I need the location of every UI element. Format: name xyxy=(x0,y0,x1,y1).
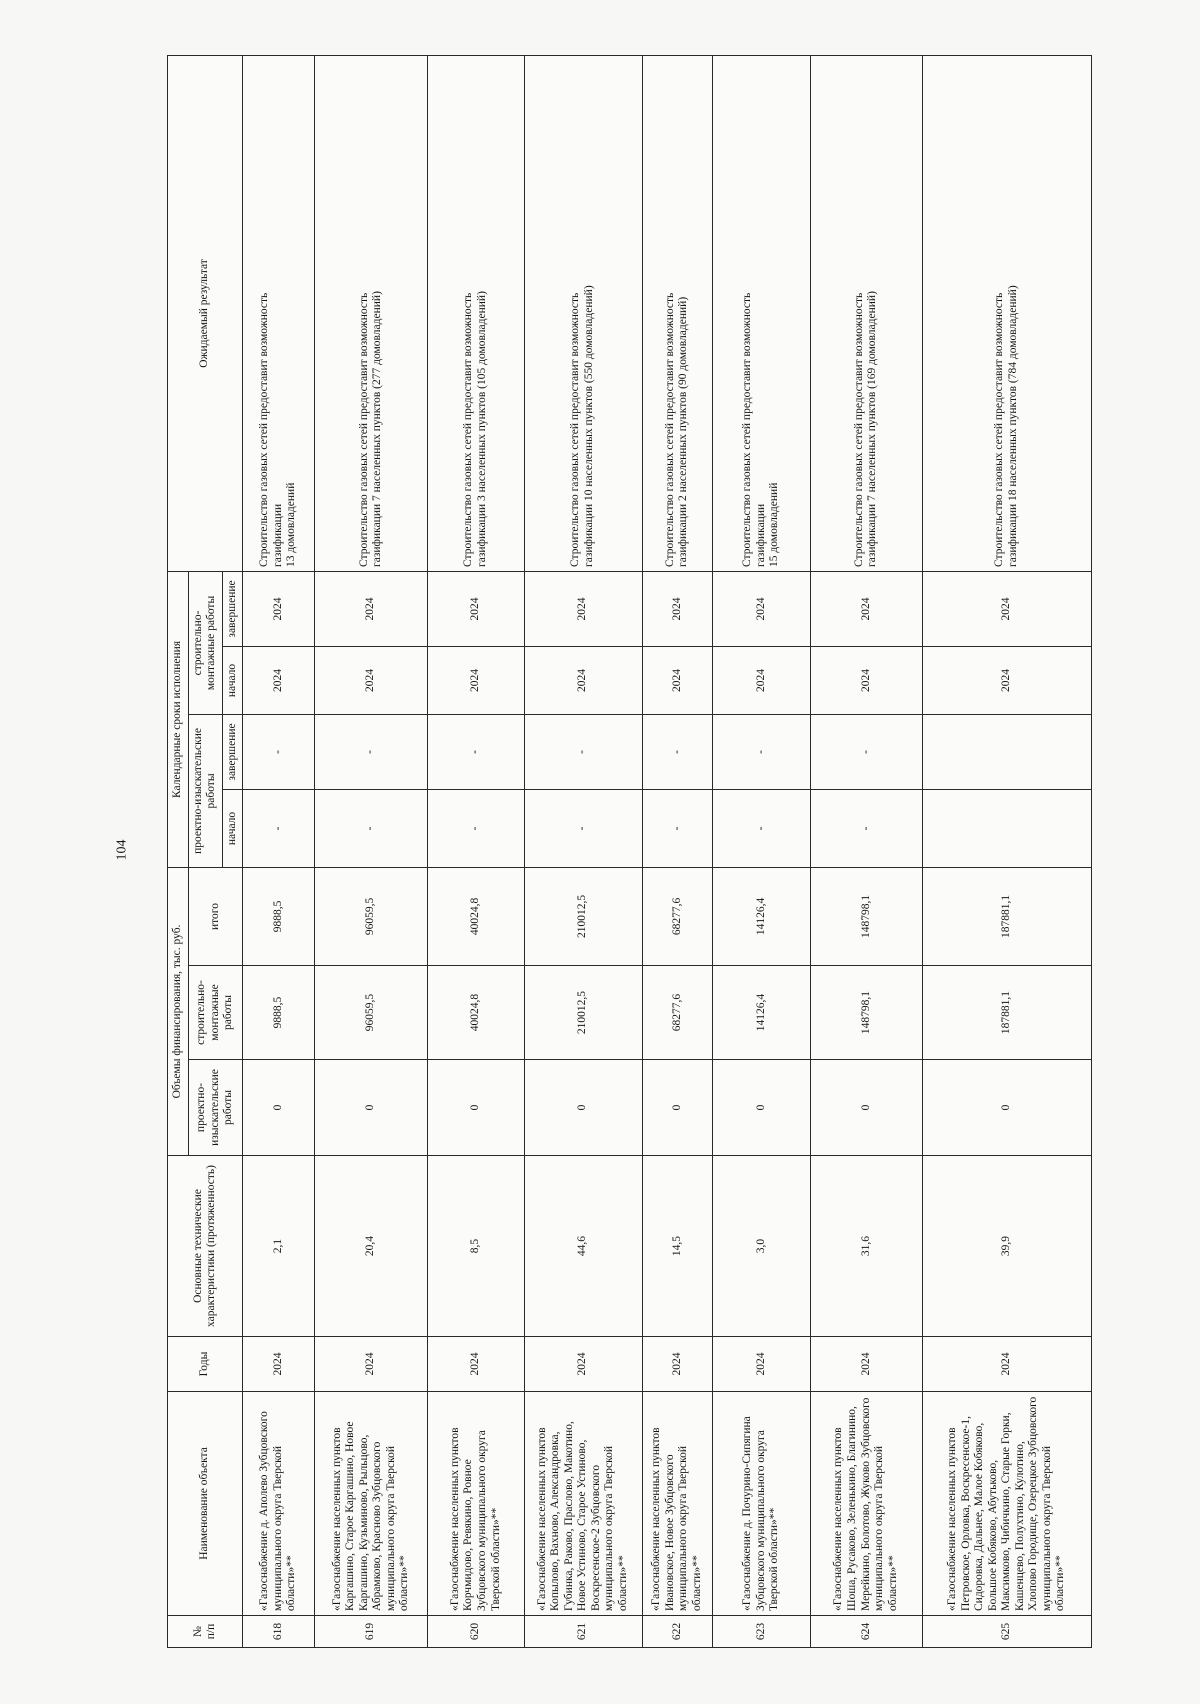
row-fin-build: 68277,6 xyxy=(642,966,713,1060)
row-sm-start: 2024 xyxy=(428,646,524,714)
row-fin-build: 96059,5 xyxy=(315,966,428,1060)
row-pd-end: - xyxy=(524,714,642,789)
row-pd-start: - xyxy=(810,789,922,867)
header-finance: Объемы финансирования, тыс. руб. xyxy=(168,867,189,1155)
row-fin-total: 40024,8 xyxy=(428,867,524,965)
row-pd-end xyxy=(922,714,1091,789)
row-length: 3,0 xyxy=(713,1156,810,1337)
row-fin-design: 0 xyxy=(713,1060,810,1156)
row-sm-start: 2024 xyxy=(810,646,922,714)
header-name: Наименование объекта xyxy=(168,1392,243,1616)
row-result: Строительство газовых сетей предоставит возможность газификации 15 домовладений xyxy=(713,55,810,571)
row-result: Строительство газовых сетей предоставит возможность газификации 13 домовладений xyxy=(243,55,315,571)
row-pd-start xyxy=(922,789,1091,867)
row-fin-build: 187881,1 xyxy=(922,966,1091,1060)
row-length: 39,9 xyxy=(922,1156,1091,1337)
row-pd-start: - xyxy=(524,789,642,867)
row-length: 44,6 xyxy=(524,1156,642,1337)
row-name: «Газоснабжение населенных пунктов Ивановское, Новое Зубцовского муниципального округа Тверской области»** xyxy=(642,1392,713,1616)
page-number: 104 xyxy=(114,839,130,861)
row-pd-end: - xyxy=(315,714,428,789)
row-fin-build: 14126,4 xyxy=(713,966,810,1060)
row-sm-end: 2024 xyxy=(713,571,810,646)
row-sm-start: 2024 xyxy=(524,646,642,714)
row-fin-design: 0 xyxy=(428,1060,524,1156)
row-sm-end: 2024 xyxy=(243,571,315,646)
row-fin-design: 0 xyxy=(810,1060,922,1156)
row-sm-end: 2024 xyxy=(642,571,713,646)
row-sm-end: 2024 xyxy=(524,571,642,646)
rotated-table-container xyxy=(167,56,1092,1648)
header-fin-build: строительно- монтажные работы xyxy=(188,966,243,1060)
row-sm-end: 2024 xyxy=(315,571,428,646)
table-row xyxy=(713,55,810,1647)
table-row xyxy=(810,55,922,1647)
row-sm-start: 2024 xyxy=(642,646,713,714)
row-num: 625 xyxy=(922,1616,1091,1648)
row-num: 619 xyxy=(315,1616,428,1648)
row-years: 2024 xyxy=(810,1337,922,1392)
header-tech: Основные технические характеристики (протяженность) xyxy=(168,1156,243,1337)
row-name: «Газоснабжение населенных пунктов Шоша, Русаково, Зеленькино, Благинино, Мерейкино, Болотово, Жуково Зубцовского муниципального округа Тверской области»** xyxy=(810,1392,922,1616)
row-fin-design: 0 xyxy=(315,1060,428,1156)
header-fin-design: проектно- изыскательские работы xyxy=(188,1060,243,1156)
row-name: «Газоснабжение д. Аполево Зубцовского муниципального округа Тверской области»** xyxy=(243,1392,315,1616)
row-num: 622 xyxy=(642,1616,713,1648)
row-result: Строительство газовых сетей предоставит возможность газификации 3 населенных пунктов (105 домовладений) xyxy=(428,55,524,571)
row-years: 2024 xyxy=(713,1337,810,1392)
table-row xyxy=(243,55,315,1647)
row-name: «Газоснабжение населенных пунктов Петровское, Орловка, Воскресенское-1, Сидоровка, Дальнее, Малое Кобяково, Большое Кобяково, Абутьково, Максимково, Чибичкино, Старые Горки, Кашенцево, Полухтино, Кулотино, Хлопово Городище, Озерецкое Зубцовского муниципального округа Тверской области»** xyxy=(922,1392,1091,1616)
row-num: 621 xyxy=(524,1616,642,1648)
row-num: 623 xyxy=(713,1616,810,1648)
gasification-table xyxy=(167,55,1092,1648)
row-length: 20,4 xyxy=(315,1156,428,1337)
header-sm-start: начало xyxy=(222,646,243,714)
row-pd-start: - xyxy=(642,789,713,867)
table-row xyxy=(922,55,1091,1647)
row-sm-end: 2024 xyxy=(428,571,524,646)
row-result: Строительство газовых сетей предоставит возможность газификации 7 населенных пунктов (277 домовладений) xyxy=(315,55,428,571)
row-length: 2,1 xyxy=(243,1156,315,1337)
table-row xyxy=(315,55,428,1647)
header-years: Годы xyxy=(168,1337,243,1392)
row-pd-end: - xyxy=(243,714,315,789)
row-years: 2024 xyxy=(428,1337,524,1392)
header-fin-total: итого xyxy=(188,867,243,965)
row-sm-start: 2024 xyxy=(713,646,810,714)
row-sm-end: 2024 xyxy=(922,571,1091,646)
row-sm-start: 2024 xyxy=(315,646,428,714)
row-fin-design: 0 xyxy=(524,1060,642,1156)
row-fin-design: 0 xyxy=(243,1060,315,1156)
row-fin-total: 14126,4 xyxy=(713,867,810,965)
header-result: Ожидаемый результат xyxy=(168,55,243,571)
row-fin-build: 148798,1 xyxy=(810,966,922,1060)
header-terms: Календарные сроки исполнения xyxy=(168,571,189,867)
row-fin-build: 9888,5 xyxy=(243,966,315,1060)
row-result: Строительство газовых сетей предоставит возможность газификации 7 населенных пунктов (169 домовладений) xyxy=(810,55,922,571)
row-length: 31,6 xyxy=(810,1156,922,1337)
row-years: 2024 xyxy=(243,1337,315,1392)
header-terms-design: проектно-изыскательские работы xyxy=(188,714,222,867)
header-sm-end: завершение xyxy=(222,571,243,646)
row-name: «Газоснабжение населенных пунктов Каргашино, Старое Каргашино, Новое Каргашино, Кузьминово, Рыльцово, Абрамково, Красново Зубцовского муниципального округа Тверской области»** xyxy=(315,1392,428,1616)
row-fin-design: 0 xyxy=(642,1060,713,1156)
row-fin-build: 40024,8 xyxy=(428,966,524,1060)
row-num: 618 xyxy=(243,1616,315,1648)
row-sm-start: 2024 xyxy=(922,646,1091,714)
row-pd-start: - xyxy=(713,789,810,867)
row-fin-total: 68277,6 xyxy=(642,867,713,965)
row-fin-build: 210012,5 xyxy=(524,966,642,1060)
row-fin-design: 0 xyxy=(922,1060,1091,1156)
row-sm-start: 2024 xyxy=(243,646,315,714)
header-row-1 xyxy=(168,55,189,1647)
row-pd-end: - xyxy=(713,714,810,789)
row-pd-start: - xyxy=(428,789,524,867)
table-row xyxy=(428,55,524,1647)
row-num: 620 xyxy=(428,1616,524,1648)
table-row xyxy=(642,55,713,1647)
table-row xyxy=(524,55,642,1647)
row-result: Строительство газовых сетей предоставит возможность газификации 2 населенных пунктов (90 домовладений) xyxy=(642,55,713,571)
row-years: 2024 xyxy=(524,1337,642,1392)
row-fin-total: 9888,5 xyxy=(243,867,315,965)
row-name: «Газоснабжение населенных пунктов Корчмидово, Ревякино, Ровное Зубцовского муниципального округа Тверской области»** xyxy=(428,1392,524,1616)
header-terms-build: строительно- монтажные работы xyxy=(188,571,222,714)
header-pd-end: завершение xyxy=(222,714,243,789)
row-num: 624 xyxy=(810,1616,922,1648)
row-name: «Газоснабжение д. Почурино-Сипягина Зубцовского муниципального округа Тверской области»** xyxy=(713,1392,810,1616)
row-fin-total: 210012,5 xyxy=(524,867,642,965)
row-fin-total: 96059,5 xyxy=(315,867,428,965)
row-years: 2024 xyxy=(315,1337,428,1392)
row-years: 2024 xyxy=(642,1337,713,1392)
row-pd-end: - xyxy=(810,714,922,789)
row-result: Строительство газовых сетей предоставит возможность газификации 10 населенных пунктов (550 домовладений) xyxy=(524,55,642,571)
row-result: Строительство газовых сетей предоставит возможность газификации 18 населенных пунктов (784 домовладений) xyxy=(922,55,1091,571)
row-name: «Газоснабжение населенных пунктов Копылово, Вахново, Александровка, Губинка, Раково, Праслово, Макотино, Новое Устиново, Старое Устиново, Воскресенское-2 Зубцовского муниципального округа Тверской области»** xyxy=(524,1392,642,1616)
row-length: 8,5 xyxy=(428,1156,524,1337)
row-fin-total: 187881,1 xyxy=(922,867,1091,965)
row-pd-end: - xyxy=(642,714,713,789)
header-num: № п/п xyxy=(168,1616,243,1648)
row-fin-total: 148798,1 xyxy=(810,867,922,965)
row-years: 2024 xyxy=(922,1337,1091,1392)
row-sm-end: 2024 xyxy=(810,571,922,646)
row-pd-end: - xyxy=(428,714,524,789)
row-length: 14,5 xyxy=(642,1156,713,1337)
row-pd-start: - xyxy=(315,789,428,867)
row-pd-start: - xyxy=(243,789,315,867)
header-pd-start: начало xyxy=(222,789,243,867)
